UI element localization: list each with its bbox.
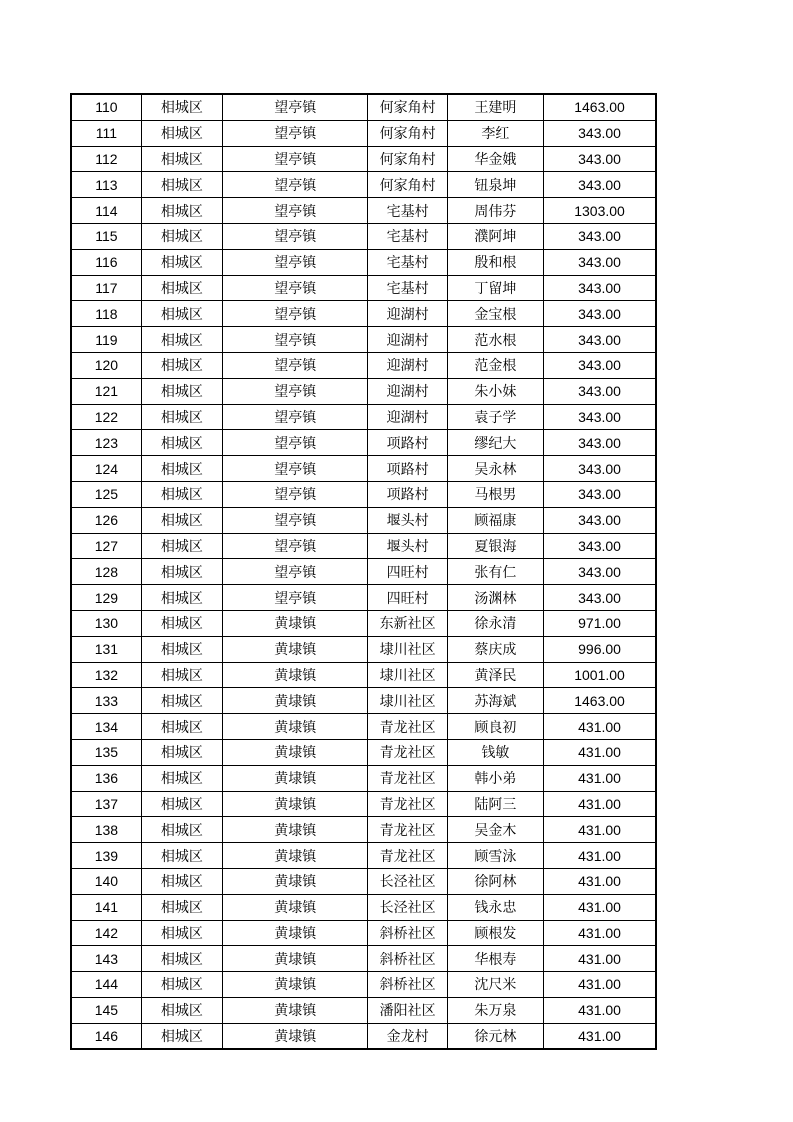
cell-village: 东新社区: [368, 610, 447, 636]
cell-village: 青龙社区: [368, 714, 447, 740]
cell-name: 钱永忠: [447, 894, 543, 920]
cell-amount: 431.00: [544, 920, 656, 946]
cell-seq: 127: [71, 533, 141, 559]
table-row: [71, 559, 656, 585]
cell-seq: 140: [71, 868, 141, 894]
cell-amount: 431.00: [544, 765, 656, 791]
cell-amount: 1001.00: [544, 662, 656, 688]
cell-district: 相城区: [141, 1023, 222, 1049]
cell-name: 李红: [447, 120, 543, 146]
cell-name: 蔡庆成: [447, 636, 543, 662]
cell-town: 黄埭镇: [223, 636, 368, 662]
cell-amount: 1463.00: [544, 688, 656, 714]
cell-town: 望亭镇: [223, 378, 368, 404]
cell-district: 相城区: [141, 404, 222, 430]
cell-district: 相城区: [141, 946, 222, 972]
cell-village: 堰头村: [368, 533, 447, 559]
cell-village: 项路村: [368, 481, 447, 507]
cell-town: 黄埭镇: [223, 739, 368, 765]
cell-district: 相城区: [141, 301, 222, 327]
cell-seq: 138: [71, 817, 141, 843]
cell-district: 相城区: [141, 94, 222, 120]
cell-village: 迎湖村: [368, 404, 447, 430]
cell-district: 相城区: [141, 507, 222, 533]
cell-seq: 124: [71, 456, 141, 482]
cell-district: 相城区: [141, 146, 222, 172]
cell-seq: 132: [71, 662, 141, 688]
cell-village: 斜桥社区: [368, 920, 447, 946]
cell-amount: 343.00: [544, 120, 656, 146]
cell-seq: 125: [71, 481, 141, 507]
cell-town: 黄埭镇: [223, 610, 368, 636]
cell-village: 斜桥社区: [368, 972, 447, 998]
cell-amount: 343.00: [544, 301, 656, 327]
cell-name: 吴永林: [447, 456, 543, 482]
cell-town: 黄埭镇: [223, 894, 368, 920]
cell-village: 青龙社区: [368, 739, 447, 765]
cell-seq: 128: [71, 559, 141, 585]
cell-village: 青龙社区: [368, 843, 447, 869]
cell-town: 望亭镇: [223, 223, 368, 249]
cell-village: 四旺村: [368, 585, 447, 611]
cell-amount: 343.00: [544, 533, 656, 559]
cell-town: 望亭镇: [223, 301, 368, 327]
cell-seq: 120: [71, 352, 141, 378]
payment-table: [70, 93, 657, 1050]
cell-name: 丁留坤: [447, 275, 543, 301]
cell-town: 望亭镇: [223, 327, 368, 353]
cell-seq: 143: [71, 946, 141, 972]
cell-seq: 146: [71, 1023, 141, 1049]
cell-village: 迎湖村: [368, 301, 447, 327]
cell-district: 相城区: [141, 662, 222, 688]
cell-name: 吴金木: [447, 817, 543, 843]
cell-amount: 343.00: [544, 378, 656, 404]
table-row: [71, 301, 656, 327]
cell-seq: 118: [71, 301, 141, 327]
cell-name: 殷和根: [447, 249, 543, 275]
cell-amount: 431.00: [544, 894, 656, 920]
cell-seq: 111: [71, 120, 141, 146]
cell-name: 夏银海: [447, 533, 543, 559]
cell-seq: 123: [71, 430, 141, 456]
cell-amount: 343.00: [544, 249, 656, 275]
cell-town: 望亭镇: [223, 198, 368, 224]
cell-name: 王建明: [447, 94, 543, 120]
cell-village: 长泾社区: [368, 868, 447, 894]
cell-village: 青龙社区: [368, 791, 447, 817]
table-row: [71, 120, 656, 146]
cell-village: 宅基村: [368, 275, 447, 301]
cell-district: 相城区: [141, 559, 222, 585]
cell-village: 埭川社区: [368, 662, 447, 688]
cell-amount: 431.00: [544, 791, 656, 817]
cell-amount: 1463.00: [544, 94, 656, 120]
cell-district: 相城区: [141, 997, 222, 1023]
cell-name: 朱小妹: [447, 378, 543, 404]
cell-seq: 113: [71, 172, 141, 198]
table-row: [71, 610, 656, 636]
cell-town: 望亭镇: [223, 146, 368, 172]
table-row: [71, 1023, 656, 1049]
cell-district: 相城区: [141, 172, 222, 198]
cell-seq: 141: [71, 894, 141, 920]
cell-seq: 115: [71, 223, 141, 249]
cell-town: 望亭镇: [223, 404, 368, 430]
cell-town: 黄埭镇: [223, 817, 368, 843]
cell-seq: 131: [71, 636, 141, 662]
cell-name: 华金娥: [447, 146, 543, 172]
cell-village: 青龙社区: [368, 765, 447, 791]
cell-name: 顾根发: [447, 920, 543, 946]
cell-seq: 145: [71, 997, 141, 1023]
cell-amount: 431.00: [544, 868, 656, 894]
cell-seq: 119: [71, 327, 141, 353]
cell-district: 相城区: [141, 791, 222, 817]
cell-town: 望亭镇: [223, 120, 368, 146]
cell-town: 黄埭镇: [223, 1023, 368, 1049]
table-row: [71, 327, 656, 353]
table-row: [71, 533, 656, 559]
cell-town: 望亭镇: [223, 352, 368, 378]
cell-name: 华根寿: [447, 946, 543, 972]
cell-amount: 343.00: [544, 404, 656, 430]
table-row: [71, 507, 656, 533]
cell-town: 黄埭镇: [223, 946, 368, 972]
cell-amount: 343.00: [544, 275, 656, 301]
cell-amount: 343.00: [544, 507, 656, 533]
table-row: [71, 430, 656, 456]
cell-seq: 142: [71, 920, 141, 946]
table-row: [71, 688, 656, 714]
cell-name: 陆阿三: [447, 791, 543, 817]
table-row: [71, 585, 656, 611]
table-row: [71, 972, 656, 998]
cell-amount: 431.00: [544, 972, 656, 998]
cell-town: 黄埭镇: [223, 972, 368, 998]
table-row: [71, 662, 656, 688]
cell-name: 沈尺米: [447, 972, 543, 998]
table-row: [71, 352, 656, 378]
cell-seq: 136: [71, 765, 141, 791]
table-row: [71, 791, 656, 817]
cell-amount: 343.00: [544, 430, 656, 456]
cell-amount: 431.00: [544, 1023, 656, 1049]
cell-town: 黄埭镇: [223, 765, 368, 791]
cell-seq: 122: [71, 404, 141, 430]
cell-amount: 343.00: [544, 223, 656, 249]
table-row: [71, 223, 656, 249]
cell-name: 顾福康: [447, 507, 543, 533]
table-row: [71, 843, 656, 869]
cell-name: 张有仁: [447, 559, 543, 585]
table-row: [71, 817, 656, 843]
cell-village: 宅基村: [368, 198, 447, 224]
cell-amount: 343.00: [544, 172, 656, 198]
cell-name: 袁子学: [447, 404, 543, 430]
cell-village: 斜桥社区: [368, 946, 447, 972]
cell-district: 相城区: [141, 688, 222, 714]
cell-district: 相城区: [141, 120, 222, 146]
cell-seq: 139: [71, 843, 141, 869]
cell-district: 相城区: [141, 920, 222, 946]
cell-town: 望亭镇: [223, 533, 368, 559]
cell-seq: 114: [71, 198, 141, 224]
cell-district: 相城区: [141, 481, 222, 507]
table-row: [71, 481, 656, 507]
cell-amount: 343.00: [544, 327, 656, 353]
cell-village: 迎湖村: [368, 378, 447, 404]
cell-seq: 110: [71, 94, 141, 120]
cell-amount: 431.00: [544, 997, 656, 1023]
cell-name: 徐元林: [447, 1023, 543, 1049]
cell-village: 潘阳社区: [368, 997, 447, 1023]
table-row: [71, 868, 656, 894]
cell-seq: 144: [71, 972, 141, 998]
cell-town: 望亭镇: [223, 249, 368, 275]
cell-town: 黄埭镇: [223, 868, 368, 894]
table-row: [71, 894, 656, 920]
table-row: [71, 456, 656, 482]
cell-seq: 137: [71, 791, 141, 817]
table-row: [71, 249, 656, 275]
cell-name: 范水根: [447, 327, 543, 353]
cell-town: 望亭镇: [223, 172, 368, 198]
cell-amount: 431.00: [544, 946, 656, 972]
cell-district: 相城区: [141, 378, 222, 404]
cell-district: 相城区: [141, 275, 222, 301]
cell-name: 钱敏: [447, 739, 543, 765]
cell-amount: 343.00: [544, 352, 656, 378]
cell-district: 相城区: [141, 843, 222, 869]
cell-amount: 343.00: [544, 559, 656, 585]
cell-amount: 431.00: [544, 739, 656, 765]
cell-village: 宅基村: [368, 223, 447, 249]
cell-town: 黄埭镇: [223, 662, 368, 688]
table-row: [71, 714, 656, 740]
cell-name: 顾良初: [447, 714, 543, 740]
table-row: [71, 765, 656, 791]
table-row: [71, 997, 656, 1023]
cell-village: 金龙村: [368, 1023, 447, 1049]
cell-seq: 129: [71, 585, 141, 611]
cell-amount: 1303.00: [544, 198, 656, 224]
payment-table-body: [71, 94, 656, 1049]
cell-amount: 431.00: [544, 843, 656, 869]
cell-name: 马根男: [447, 481, 543, 507]
cell-name: 金宝根: [447, 301, 543, 327]
cell-amount: 431.00: [544, 714, 656, 740]
cell-town: 望亭镇: [223, 481, 368, 507]
cell-town: 望亭镇: [223, 585, 368, 611]
cell-amount: 431.00: [544, 817, 656, 843]
cell-village: 堰头村: [368, 507, 447, 533]
cell-village: 何家角村: [368, 146, 447, 172]
cell-town: 黄埭镇: [223, 714, 368, 740]
cell-district: 相城区: [141, 430, 222, 456]
table-row: [71, 946, 656, 972]
cell-seq: 126: [71, 507, 141, 533]
cell-town: 黄埭镇: [223, 688, 368, 714]
cell-district: 相城区: [141, 352, 222, 378]
cell-village: 长泾社区: [368, 894, 447, 920]
table-row: [71, 739, 656, 765]
cell-village: 埭川社区: [368, 688, 447, 714]
table-row: [71, 378, 656, 404]
table-row: [71, 146, 656, 172]
cell-name: 周伟芬: [447, 198, 543, 224]
table-row: [71, 636, 656, 662]
cell-seq: 121: [71, 378, 141, 404]
cell-name: 顾雪泳: [447, 843, 543, 869]
cell-village: 何家角村: [368, 94, 447, 120]
cell-village: 迎湖村: [368, 327, 447, 353]
cell-village: 项路村: [368, 430, 447, 456]
cell-name: 徐永清: [447, 610, 543, 636]
cell-town: 望亭镇: [223, 559, 368, 585]
cell-village: 迎湖村: [368, 352, 447, 378]
cell-district: 相城区: [141, 533, 222, 559]
cell-name: 徐阿林: [447, 868, 543, 894]
cell-amount: 971.00: [544, 610, 656, 636]
cell-district: 相城区: [141, 739, 222, 765]
cell-town: 黄埭镇: [223, 920, 368, 946]
cell-village: 宅基村: [368, 249, 447, 275]
cell-amount: 996.00: [544, 636, 656, 662]
cell-district: 相城区: [141, 636, 222, 662]
cell-name: 濮阿坤: [447, 223, 543, 249]
cell-name: 缪纪大: [447, 430, 543, 456]
cell-district: 相城区: [141, 972, 222, 998]
cell-town: 望亭镇: [223, 456, 368, 482]
cell-district: 相城区: [141, 249, 222, 275]
cell-amount: 343.00: [544, 585, 656, 611]
cell-name: 朱万泉: [447, 997, 543, 1023]
cell-seq: 116: [71, 249, 141, 275]
cell-town: 望亭镇: [223, 430, 368, 456]
cell-amount: 343.00: [544, 456, 656, 482]
cell-seq: 112: [71, 146, 141, 172]
table-row: [71, 404, 656, 430]
cell-district: 相城区: [141, 714, 222, 740]
table-row: [71, 94, 656, 120]
cell-district: 相城区: [141, 327, 222, 353]
cell-village: 埭川社区: [368, 636, 447, 662]
cell-town: 望亭镇: [223, 275, 368, 301]
cell-name: 钮泉坤: [447, 172, 543, 198]
cell-village: 何家角村: [368, 120, 447, 146]
cell-district: 相城区: [141, 585, 222, 611]
cell-district: 相城区: [141, 198, 222, 224]
cell-name: 黄泽民: [447, 662, 543, 688]
cell-district: 相城区: [141, 610, 222, 636]
cell-district: 相城区: [141, 817, 222, 843]
cell-town: 黄埭镇: [223, 997, 368, 1023]
cell-amount: 343.00: [544, 481, 656, 507]
table-row: [71, 198, 656, 224]
cell-seq: 133: [71, 688, 141, 714]
cell-name: 汤渊林: [447, 585, 543, 611]
cell-seq: 117: [71, 275, 141, 301]
table-row: [71, 172, 656, 198]
table-row: [71, 920, 656, 946]
cell-district: 相城区: [141, 868, 222, 894]
cell-name: 范金根: [447, 352, 543, 378]
cell-seq: 130: [71, 610, 141, 636]
cell-village: 青龙社区: [368, 817, 447, 843]
cell-seq: 135: [71, 739, 141, 765]
cell-village: 项路村: [368, 456, 447, 482]
cell-town: 望亭镇: [223, 507, 368, 533]
cell-seq: 134: [71, 714, 141, 740]
cell-amount: 343.00: [544, 146, 656, 172]
table-row: [71, 275, 656, 301]
cell-town: 黄埭镇: [223, 791, 368, 817]
cell-town: 望亭镇: [223, 94, 368, 120]
cell-name: 韩小弟: [447, 765, 543, 791]
cell-town: 黄埭镇: [223, 843, 368, 869]
cell-village: 何家角村: [368, 172, 447, 198]
cell-name: 苏海斌: [447, 688, 543, 714]
cell-district: 相城区: [141, 456, 222, 482]
cell-district: 相城区: [141, 894, 222, 920]
cell-village: 四旺村: [368, 559, 447, 585]
cell-district: 相城区: [141, 223, 222, 249]
cell-district: 相城区: [141, 765, 222, 791]
